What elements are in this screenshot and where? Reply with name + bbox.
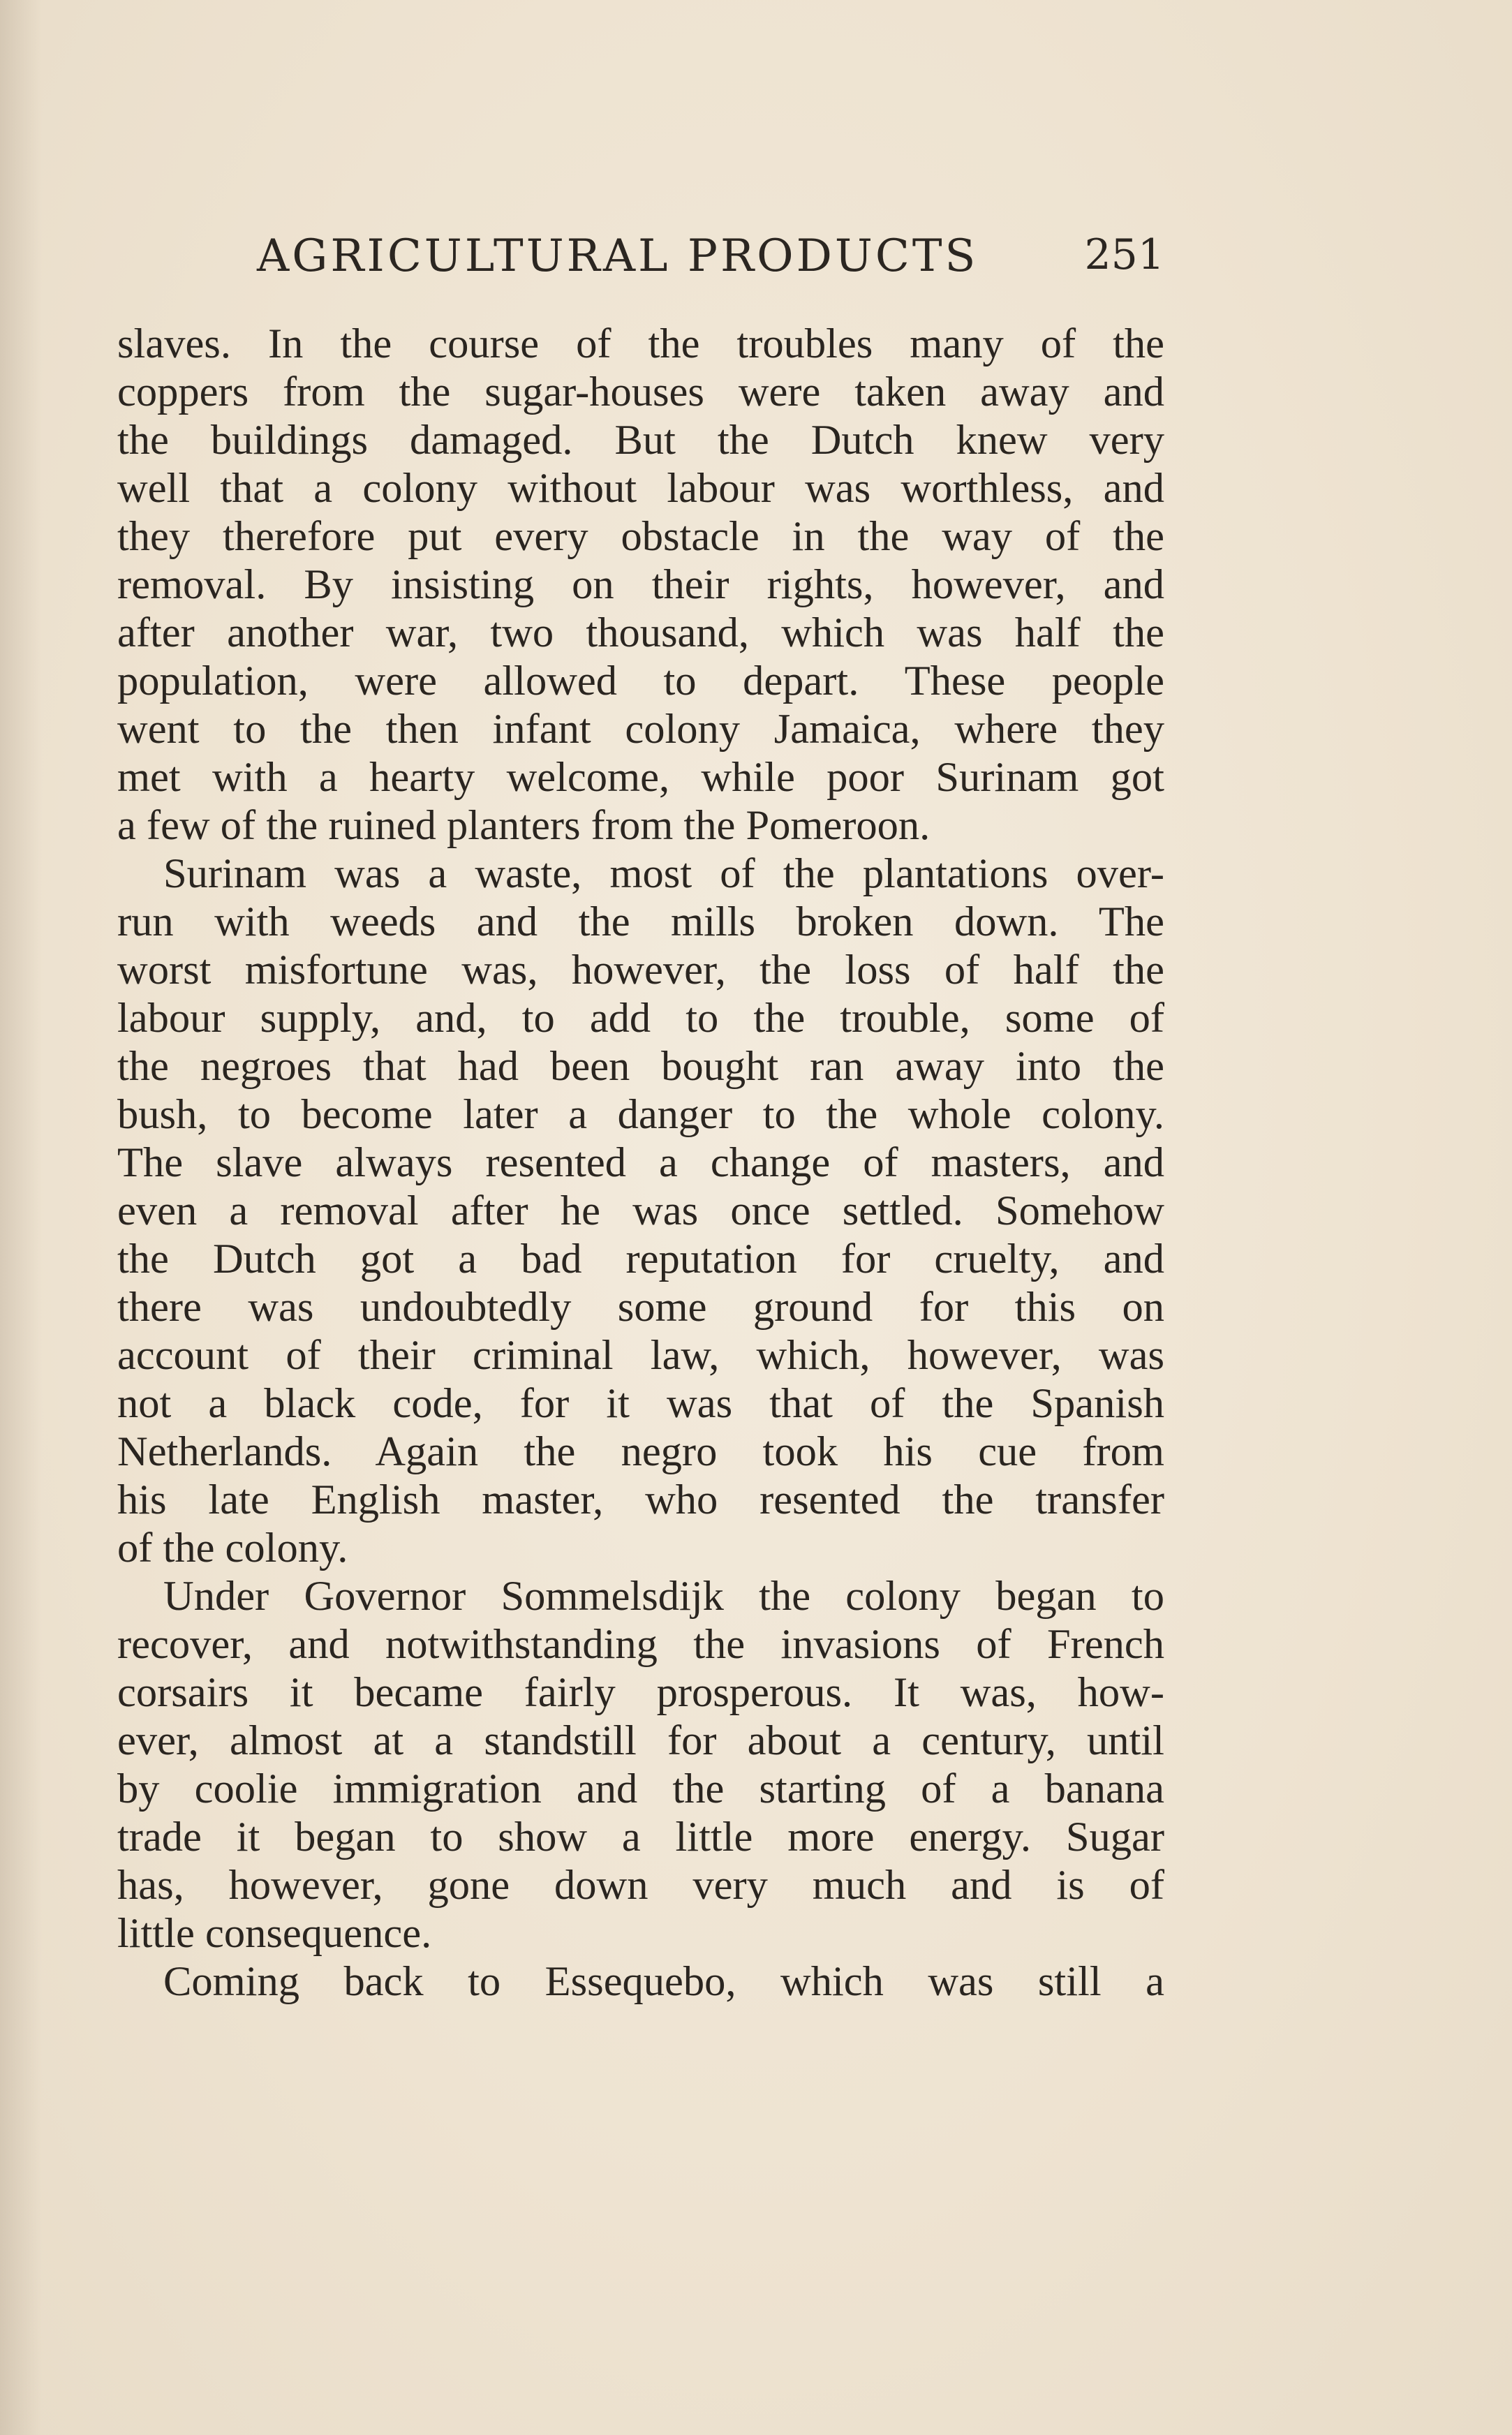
text-line: The slave always resented a change of masters, and (117, 1139, 1164, 1186)
text-line: even a removal after he was once settled. Somehow (117, 1187, 1164, 1234)
text-line: the negroes that had been bought ran away into the (117, 1043, 1164, 1090)
running-head (117, 222, 1164, 299)
text-line: population, were allowed to depart. These people (117, 658, 1164, 704)
text-line: the buildings damaged. But the Dutch knew very (117, 417, 1164, 464)
running-title: AGRICULTURAL PRODUCTS (257, 230, 979, 282)
text-line: labour supply, and, to add to the trouble, some of (117, 995, 1164, 1042)
text-line: slaves. In the course of the troubles many of the (117, 320, 1164, 367)
page-number: 251 (1084, 230, 1164, 279)
text-line: went to the then infant colony Jamaica, where they (117, 706, 1164, 753)
text-line: account of their criminal law, which, however, was (117, 1332, 1164, 1379)
text-line: coppers from the sugar-houses were taken away and (117, 369, 1164, 415)
text-line: worst misfortune was, however, the loss of half the (117, 947, 1164, 993)
text-line: removal. By insisting on their rights, however, and (117, 561, 1164, 608)
text-line: run with weeds and the mills broken down. The (117, 898, 1164, 945)
text-line: bush, to become later a danger to the whole colony. (117, 1091, 1164, 1138)
text-line: ever, almost at a standstill for about a century, until (117, 1717, 1164, 1764)
text-line: Under Governor Sommelsdijk the colony began to (163, 1573, 1164, 1620)
text-line: his late English master, who resented the transfer (117, 1476, 1164, 1523)
text-line: not a black code, for it was that of the Spanish (117, 1380, 1164, 1427)
text-line: of the colony. (117, 1525, 348, 1571)
text-line: has, however, gone down very much and is of (117, 1862, 1164, 1909)
text-line: the Dutch got a bad reputation for cruelty, and (117, 1236, 1164, 1282)
body-text (117, 320, 1164, 2006)
text-line: little consequence. (117, 1910, 432, 1957)
text-line: a few of the ruined planters from the Pomeroon. (117, 802, 931, 849)
text-line: by coolie immigration and the starting of a banana (117, 1766, 1164, 1812)
text-line: Coming back to Essequebo, which was still a (163, 1958, 1164, 2005)
binding-shadow (0, 0, 42, 2435)
text-line: met with a hearty welcome, while poor Surinam got (117, 754, 1164, 801)
text-line: Netherlands. Again the negro took his cue from (117, 1428, 1164, 1475)
text-line: corsairs it became fairly prosperous. It was, how- (117, 1669, 1164, 1716)
text-line: after another war, two thousand, which was half the (117, 609, 1164, 656)
text-line: Surinam was a waste, most of the plantations over- (163, 850, 1164, 897)
text-line: recover, and notwithstanding the invasions of French (117, 1621, 1164, 1668)
text-line: there was undoubtedly some ground for this on (117, 1284, 1164, 1331)
text-line: they therefore put every obstacle in the way of the (117, 513, 1164, 560)
text-line: well that a colony without labour was worthless, and (117, 465, 1164, 512)
text-line: trade it began to show a little more energy. Sugar (117, 1814, 1164, 1860)
